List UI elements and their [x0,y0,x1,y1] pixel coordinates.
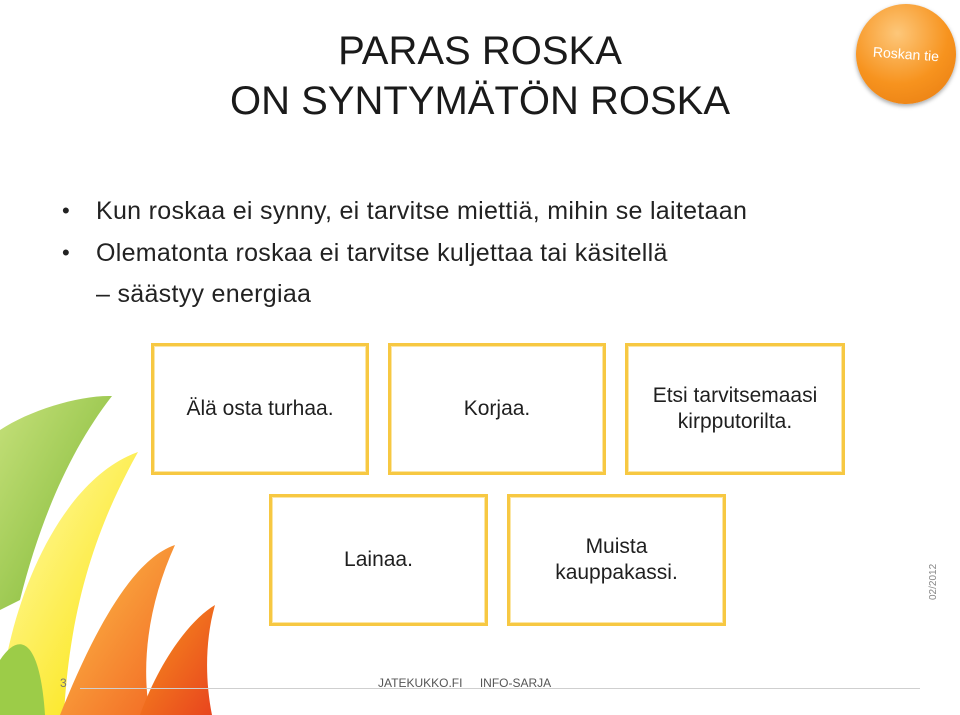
tip-text: Älä osta turhaa. [186,397,334,420]
footer-series: INFO-SARJA [479,676,552,690]
date-label: 02/2012 [928,563,939,600]
tip-text: Lainaa. [344,548,413,571]
title-line-1: PARAS ROSKA [338,29,622,73]
bullet-list [62,190,882,314]
tip-text: Muista kauppakassi. [555,535,678,584]
badge-label: Roskan tie [872,43,940,65]
bullet-item [62,190,882,232]
tip-box-ala-osta [151,343,369,475]
footer [378,676,565,690]
tip-box-lainaa [269,494,488,626]
tip-box-kirpputori [625,343,845,475]
sub-bullet: – säästyy energiaa [96,280,312,308]
tip-box-korjaa [388,343,606,475]
bullet-dot-icon: • [62,198,71,223]
page-number: 3 [60,676,67,690]
slide-title [180,26,780,126]
footer-site-link[interactable]: JATEKUKKO.FI [378,676,463,690]
tip-text: Korjaa. [463,397,531,420]
tip-text: Etsi tarvitsemaasi kirpputorilta. [652,384,818,433]
bullet-item [62,232,882,274]
title-line-2: ON SYNTYMÄTÖN ROSKA [229,79,731,123]
bullet-text: Olematonta roskaa ei tarvitse kuljettaa tai käsitellä [96,239,668,267]
bullet-text: Kun roskaa ei synny, ei tarvitse miettiä, mihin se laitetaan [96,197,748,225]
tip-box-kauppakassi [507,494,726,626]
bullet-dot-icon: • [62,240,71,265]
